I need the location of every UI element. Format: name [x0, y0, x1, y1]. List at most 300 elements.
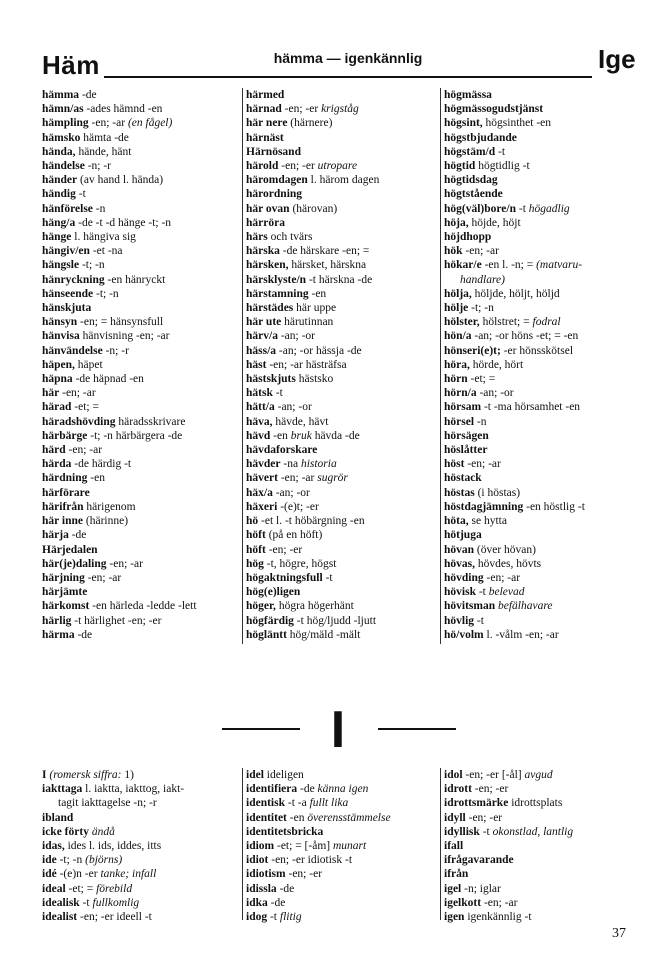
- entry-inflection: -en; -er ideell -t: [77, 911, 152, 924]
- entry-headword: höft: [246, 543, 266, 556]
- dictionary-entry: [246, 415, 440, 429]
- entry-headword: härsklyste/n: [246, 273, 307, 286]
- entry-headword: hänseende: [42, 287, 94, 300]
- dictionary-entry: [444, 287, 640, 301]
- entry-inflection: -t: [475, 586, 489, 599]
- entry-headword: härförare: [42, 486, 90, 499]
- entry-headword: högsint,: [444, 117, 483, 130]
- dictionary-entry: [444, 131, 640, 145]
- entry-inflection: -n; -r: [84, 160, 112, 173]
- entry-inflection: -en: [308, 287, 327, 300]
- entry-headword: idel: [246, 769, 264, 781]
- dictionary-entry: [42, 216, 242, 230]
- entry-inflection: -an; -or höns -et; = -en: [471, 330, 579, 343]
- dictionary-entry: [246, 571, 440, 585]
- column-bottom-3: [444, 768, 640, 924]
- entry-headword: igen: [444, 911, 465, 924]
- entry-headword: idog: [246, 911, 268, 924]
- entry-headword: hämsko: [42, 131, 81, 144]
- dictionary-entry: [42, 358, 242, 372]
- entry-headword: här(je)daling: [42, 557, 107, 570]
- dictionary-entry: [444, 910, 640, 924]
- entry-inflection: här uppe: [293, 302, 337, 315]
- entry-headword: höst: [444, 458, 465, 471]
- entry-inflection: hölstret; =: [479, 316, 533, 329]
- dictionary-entry: [42, 443, 242, 457]
- entry-inflection: -(e)t; -er: [277, 500, 319, 513]
- entry-headword: högfärdig: [246, 614, 294, 627]
- entry-inflection: idrottsplats: [508, 797, 563, 810]
- entry-gloss: tanke; infall: [100, 868, 157, 881]
- dictionary-entry: [246, 102, 440, 116]
- entry-inflection: -en höstlig -t: [523, 500, 585, 513]
- dictionary-entry: [444, 429, 640, 443]
- dictionary-entry: [444, 273, 640, 287]
- dictionary-entry: [42, 329, 242, 343]
- corner-crop-mark: [632, 0, 656, 20]
- dictionary-entry: [246, 329, 440, 343]
- entry-inflection: -t; -n: [93, 287, 119, 300]
- dictionary-entry: [444, 187, 640, 201]
- dictionary-entry: [246, 910, 440, 924]
- entry-gloss: högadlig: [528, 202, 570, 215]
- column-top-2: [246, 88, 440, 642]
- entry-gloss: bruk: [290, 429, 312, 442]
- entry-headword: höta,: [444, 515, 469, 528]
- entry-headword: högtidsdag: [444, 174, 498, 187]
- dictionary-entry: [42, 187, 242, 201]
- entry-inflection: -t; -n: [79, 259, 105, 272]
- entry-headword: händig: [42, 188, 76, 201]
- dictionary-entry: [246, 429, 440, 443]
- entry-inflection: -en; -er: [285, 868, 323, 881]
- entry-headword: idyll: [444, 811, 466, 824]
- entry-headword: här inne: [42, 515, 84, 528]
- entry-gloss: fullt lika: [309, 797, 349, 810]
- dictionary-entry: [246, 486, 440, 500]
- dictionary-entry: [246, 287, 440, 301]
- entry-headword: Härjedalen: [42, 543, 98, 556]
- entry-headword: härd: [42, 444, 66, 457]
- dictionary-entry: [42, 768, 242, 782]
- dictionary-entry: [246, 344, 440, 358]
- entry-headword: härlig: [42, 614, 72, 627]
- entry-headword: hö: [246, 515, 259, 528]
- dictionary-entry: [444, 358, 640, 372]
- dictionary-entry: [246, 173, 440, 187]
- dictionary-entry: [246, 768, 440, 782]
- entry-headword: här nere: [246, 117, 288, 130]
- entry-inflection: -t: [267, 911, 280, 924]
- entry-headword: hänvändelse: [42, 344, 103, 357]
- dictionary-entry: [246, 599, 440, 613]
- entry-inflection: -t: [474, 614, 484, 627]
- entry-inflection: högtidlig -t: [475, 160, 530, 173]
- entry-headword: ifrågavarande: [444, 854, 514, 867]
- entry-inflection: -et; =: [65, 882, 97, 895]
- dictionary-entry: [246, 811, 440, 825]
- entry-inflection: -t: [322, 571, 333, 584]
- dictionary-entry: [42, 457, 242, 471]
- dictionary-entry: [444, 882, 640, 896]
- entry-inflection: -en; -er: [471, 783, 509, 796]
- entry-inflection: härutinnan: [281, 316, 334, 329]
- entry-headword: här ute: [246, 316, 282, 329]
- entry-inflection: l. -vålm -en; -ar: [483, 628, 559, 641]
- entry-headword: identifiera: [246, 783, 298, 796]
- entry-headword: hänsyn: [42, 316, 78, 329]
- entry-inflection: -t härlighet -en; -er: [71, 614, 162, 627]
- entry-inflection: -t; -n: [468, 302, 494, 315]
- entry-inflection: -de: [297, 783, 318, 796]
- entry-headword: idas,: [42, 840, 65, 853]
- page-number: 37: [612, 926, 626, 941]
- dictionary-entry: [42, 159, 242, 173]
- entry-inflection: ideligen: [263, 769, 304, 781]
- entry-headword: identisk: [246, 797, 285, 810]
- entry-inflection: -an; -or: [274, 401, 312, 414]
- entry-inflection: -en; -ar: [65, 444, 103, 457]
- entry-headword: härnäst: [246, 131, 284, 144]
- entry-inflection: se hytta: [468, 515, 507, 528]
- dictionary-entry: [246, 443, 440, 457]
- entry-inflection: -n: [92, 202, 106, 215]
- entry-inflection: l. hängiva sig: [71, 231, 136, 244]
- entry-headword: idol: [444, 769, 463, 781]
- entry-inflection: hände, hänt: [75, 145, 132, 158]
- entry-inflection: -t, högre, högst: [263, 557, 337, 570]
- dictionary-entry: [246, 244, 440, 258]
- entry-inflection: -en; -ar: [84, 571, 122, 584]
- dictionary-entry: [42, 796, 242, 810]
- entry-inflection: -de: [267, 896, 286, 909]
- entry-headword: häst: [246, 358, 267, 371]
- dictionary-entry: [444, 853, 640, 867]
- dictionary-entry: [246, 230, 440, 244]
- entry-inflection: -en l. -n; =: [481, 259, 537, 272]
- entry-inflection: -en hänryckt: [104, 273, 166, 286]
- dictionary-entry: [42, 782, 242, 796]
- dictionary-entry: [246, 315, 440, 329]
- dictionary-entry: [42, 557, 242, 571]
- entry-inflection: -de häpnad -en: [72, 373, 144, 386]
- entry-headword: iakttaga: [42, 783, 83, 796]
- entry-inflection: (på en höft): [265, 529, 323, 542]
- entry-headword: hängiv/en: [42, 245, 90, 258]
- dictionary-entry: [444, 486, 640, 500]
- dictionary-entry: [42, 88, 242, 102]
- dictionary-entry: [42, 585, 242, 599]
- entry-headword: idka: [246, 896, 268, 909]
- section-rule-right: [378, 728, 456, 730]
- dictionary-entry: [444, 344, 640, 358]
- entry-inflection: -t härskna -de: [306, 273, 373, 286]
- entry-inflection: -t: [495, 145, 506, 158]
- entry-headword: härold: [246, 160, 279, 173]
- entry-inflection: härsket, härskna: [288, 259, 367, 272]
- entry-headword: härröra: [246, 216, 285, 229]
- entry-headword: härmed: [246, 89, 285, 101]
- entry-inflection: härigenom: [83, 500, 136, 513]
- entry-headword: häpna: [42, 373, 73, 386]
- dictionary-entry: [42, 344, 242, 358]
- entry-inflection: -en: [286, 811, 308, 824]
- dictionary-entry: [42, 273, 242, 287]
- entry-headword: hönseri(e)t;: [444, 344, 501, 357]
- entry-headword: hölster,: [444, 316, 480, 329]
- entry-inflection: -et -na: [89, 245, 123, 258]
- entry-headword: hörsel: [444, 415, 475, 428]
- section-rule-left: [222, 728, 300, 730]
- dictionary-entry: [246, 116, 440, 130]
- entry-inflection: -en; -ar: [481, 896, 518, 909]
- entry-headword: härma: [42, 628, 75, 641]
- entry-inflection: l. iaktta, iakttog, iakt-: [82, 783, 185, 796]
- dictionary-entry: [444, 372, 640, 386]
- entry-headword: hörn/a: [444, 387, 477, 400]
- entry-headword: hävder: [246, 458, 281, 471]
- entry-inflection: häpet: [74, 358, 103, 371]
- entry-inflection: -en; = hänsynsfull: [77, 316, 164, 329]
- dictionary-entry: [42, 230, 242, 244]
- dictionary-entry: [42, 145, 242, 159]
- entry-inflection: hög/mäld -mält: [286, 628, 361, 641]
- dictionary-entry: [42, 628, 242, 642]
- dictionary-entry: [42, 386, 242, 400]
- dictionary-entry: [246, 372, 440, 386]
- entry-inflection: hämta -de: [80, 131, 129, 144]
- dictionary-entry: [444, 301, 640, 315]
- entry-inflection: -t -ma hörsamhet -en: [481, 401, 581, 414]
- dictionary-entry: [246, 500, 440, 514]
- dictionary-entry: [444, 782, 640, 796]
- entry-inflection: -en härleda -ledde -lett: [89, 600, 197, 613]
- entry-inflection: 1): [121, 769, 134, 781]
- entry-inflection: -et; =: [467, 373, 496, 386]
- entry-headword: härjning: [42, 571, 85, 584]
- entry-inflection: (härnere): [287, 117, 333, 130]
- entry-inflection: (av hand l. hända): [77, 174, 164, 187]
- entry-headword: härs: [246, 231, 268, 244]
- entry-gloss: munart: [332, 840, 367, 853]
- column-top-3: [444, 88, 640, 642]
- entry-headword: härifrån: [42, 500, 84, 513]
- entry-headword: hända,: [42, 145, 76, 158]
- dictionary-entry: [444, 768, 640, 782]
- entry-gloss: (en fågel): [127, 117, 173, 130]
- entry-headword: hövan: [444, 543, 475, 556]
- entry-inflection: -en: [270, 429, 291, 442]
- guide-word-right: Ige: [598, 44, 636, 74]
- dictionary-entry: [246, 145, 440, 159]
- dictionary-entry: [42, 173, 242, 187]
- entry-gloss: ändå: [91, 825, 115, 838]
- dictionary-entry: [444, 386, 640, 400]
- entry-headword: härnad: [246, 103, 282, 116]
- dictionary-entry: [42, 116, 242, 130]
- dictionary-entry: [444, 867, 640, 881]
- entry-headword: ideal: [42, 882, 66, 895]
- entry-headword: höft: [246, 529, 266, 542]
- entry-gloss: krigståg: [321, 103, 359, 116]
- entry-headword: hövisk: [444, 586, 476, 599]
- entry-gloss: förebild: [96, 882, 133, 895]
- entry-headword: härstädes: [246, 302, 294, 315]
- dictionary-entry: [42, 896, 242, 910]
- entry-headword: härdning: [42, 472, 88, 485]
- entry-headword: härkomst: [42, 600, 90, 613]
- entry-headword: härjämte: [42, 586, 88, 599]
- entry-headword: händer: [42, 174, 78, 187]
- entry-headword: hängsle: [42, 259, 80, 272]
- entry-headword: härska: [246, 245, 280, 258]
- dictionary-entry: [444, 528, 640, 542]
- entry-headword: höra,: [444, 358, 470, 371]
- entry-headword: högmässogudstjänst: [444, 103, 544, 116]
- entry-gloss: handlare): [460, 273, 505, 286]
- entry-inflection: -an; -or hässja -de: [276, 344, 362, 357]
- entry-headword: hätt/a: [246, 401, 275, 414]
- entry-headword: hörsägen: [444, 429, 489, 442]
- entry-inflection: -en; -ar hästräfsa: [266, 358, 347, 371]
- entry-gloss: historia: [300, 458, 337, 471]
- entry-headword: höstdagjämning: [444, 500, 524, 513]
- entry-headword: hämn/as: [42, 103, 84, 116]
- dictionary-entry: [444, 230, 640, 244]
- entry-headword: hövlig: [444, 614, 475, 627]
- entry-inflection: -t; -n: [56, 854, 86, 867]
- entry-headword: icke förty: [42, 825, 89, 838]
- dictionary-entry: [444, 315, 640, 329]
- entry-headword: hövas,: [444, 557, 475, 570]
- dictionary-entry: [42, 202, 242, 216]
- dictionary-entry: [444, 159, 640, 173]
- entry-inflection: l. härom dagen: [307, 174, 380, 187]
- entry-headword: hötjuga: [444, 529, 482, 542]
- entry-inflection: -en: [87, 472, 105, 485]
- entry-gloss: (romersk siffra:: [49, 769, 122, 781]
- entry-inflection: -de: [74, 628, 93, 641]
- dictionary-entry: [42, 372, 242, 386]
- entry-headword: hämpling: [42, 117, 89, 130]
- entry-headword: idissla: [246, 882, 277, 895]
- entry-inflection: -en; -ar: [483, 571, 521, 584]
- entry-inflection: -t: [479, 825, 493, 838]
- dictionary-entry: [246, 471, 440, 485]
- entry-headword: häx/a: [246, 486, 273, 499]
- dictionary-entry: [444, 811, 640, 825]
- dictionary-entry: [444, 557, 640, 571]
- column-top-1: [42, 88, 242, 642]
- entry-headword: hökar/e: [444, 259, 482, 272]
- entry-inflection: hövdes, hövts: [475, 557, 542, 570]
- entry-headword: härordning: [246, 188, 303, 201]
- dictionary-entry: [246, 614, 440, 628]
- entry-inflection: hävde, hävt: [272, 415, 329, 428]
- entry-headword: häng/a: [42, 216, 76, 229]
- entry-headword: häpen,: [42, 358, 75, 371]
- dictionary-entry: [42, 853, 242, 867]
- entry-inflection: hörde, hört: [469, 358, 524, 371]
- entry-inflection: -t -a: [285, 797, 310, 810]
- entry-headword: idiom: [246, 840, 275, 853]
- entry-headword: Härnösand: [246, 145, 301, 158]
- entry-gloss: (matvaru-: [536, 259, 583, 272]
- entry-inflection: -(e)n -er: [56, 868, 101, 881]
- entry-inflection: -en; -er: [278, 160, 318, 173]
- entry-headword: igel: [444, 882, 462, 895]
- entry-headword: ifall: [444, 840, 464, 853]
- entry-inflection: -en; -ar: [59, 387, 96, 400]
- entry-headword: hätsk: [246, 387, 273, 400]
- entry-headword: högstäm/d: [444, 145, 496, 158]
- dictionary-entry: [444, 443, 640, 457]
- header-rule: [104, 76, 592, 78]
- entry-headword: hölja,: [444, 287, 472, 300]
- dictionary-entry: [42, 415, 242, 429]
- dictionary-entry: [444, 202, 640, 216]
- dictionary-entry: [444, 796, 640, 810]
- dictionary-entry: [246, 400, 440, 414]
- dictionary-entry: [42, 287, 242, 301]
- dictionary-entry: [42, 429, 242, 443]
- entry-headword: högläntt: [246, 628, 287, 641]
- entry-inflection: (härovan): [289, 202, 338, 215]
- entry-headword: idiotism: [246, 868, 286, 881]
- entry-gloss: fodral: [532, 316, 561, 329]
- dictionary-entry: [246, 457, 440, 471]
- entry-headword: hämma: [42, 89, 80, 101]
- entry-inflection: igenkännlig -t: [464, 911, 532, 924]
- entry-inflection: -t: [79, 896, 93, 909]
- dictionary-entry: [42, 867, 242, 881]
- entry-inflection: högra högerhänt: [275, 600, 354, 613]
- dictionary-entry: [246, 202, 440, 216]
- page-title: hämma — igenkännlig: [273, 50, 423, 66]
- dictionary-entry: [444, 145, 640, 159]
- dictionary-entry: [246, 896, 440, 910]
- dictionary-entry: [444, 471, 640, 485]
- entry-headword: hök: [444, 245, 463, 258]
- entry-inflection: -en; -ar: [277, 472, 318, 485]
- entry-inflection: högsinthet -en: [482, 117, 552, 130]
- entry-headword: hänryckning: [42, 273, 105, 286]
- dictionary-entry: [246, 867, 440, 881]
- dictionary-entry: [42, 102, 242, 116]
- entry-headword: ifrån: [444, 868, 469, 881]
- entry-inflection: -n; -r: [102, 344, 129, 357]
- entry-headword: händelse: [42, 160, 85, 173]
- dictionary-entry: [246, 216, 440, 230]
- entry-headword: höslåtter: [444, 444, 488, 457]
- entry-headword: häss/a: [246, 344, 277, 357]
- entry-headword: hänförelse: [42, 202, 93, 215]
- entry-headword: häradshövding: [42, 415, 116, 428]
- dictionary-entry: [42, 811, 242, 825]
- dictionary-entry: [444, 500, 640, 514]
- entry-inflection: (i höstas): [474, 486, 521, 499]
- dictionary-entry: [42, 471, 242, 485]
- dictionary-entry: [246, 159, 440, 173]
- entry-gloss: sugrör: [317, 472, 348, 485]
- dictionary-entry: [246, 273, 440, 287]
- entry-inflection: hästsko: [295, 373, 334, 386]
- entry-headword: häva,: [246, 415, 273, 428]
- entry-headword: hövding: [444, 571, 484, 584]
- entry-headword: ibland: [42, 811, 74, 824]
- entry-inflection: häradsskrivare: [115, 415, 186, 428]
- dictionary-entry: [444, 571, 640, 585]
